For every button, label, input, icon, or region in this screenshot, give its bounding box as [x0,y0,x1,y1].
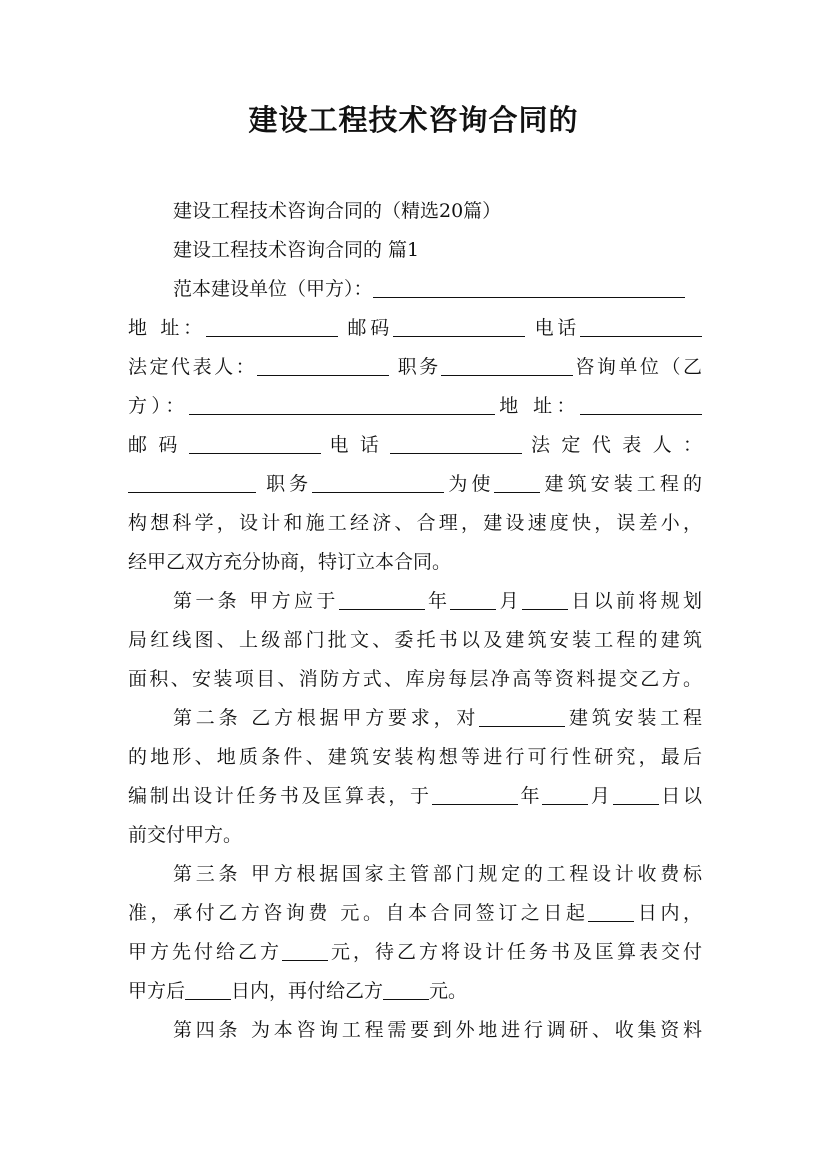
body-line [128,503,702,543]
fill-blank [257,351,389,376]
fill-blank [432,780,518,805]
body-line [128,815,702,855]
text-segment: 前交付甲方。 [128,824,243,846]
body-line [128,659,702,699]
fill-blank [128,468,256,493]
fill-blank [312,468,444,493]
text-segment: 建设工程技术咨询合同的（精选20篇） [173,200,502,222]
duty-line [128,464,702,504]
article-2-line [173,698,702,738]
text-segment: 年 [424,590,451,612]
text-segment: 编制出设计任务书及匡算表，于 [128,785,432,807]
body-line [128,620,702,660]
fill-blank [189,390,495,415]
party-a-line [173,269,702,309]
fill-blank [206,312,338,337]
text-segment: 年 [517,785,543,807]
fill-blank [373,273,685,298]
fill-blank [189,429,321,454]
fill-blank [580,312,702,337]
text-segment: 第二条 乙方根据甲方要求，对 [173,707,480,729]
text-segment: 第三条 甲方根据国家主管部门规定的工程设计收费标 [173,863,702,885]
fill-blank [383,975,429,1000]
postcode-line [128,425,702,465]
article-3-line [173,854,702,894]
address-line [128,308,702,348]
body-line [128,737,702,777]
fill-blank [393,312,525,337]
body-line [128,776,702,816]
text-segment: 面积、安装项目、消防方式、库房每层净高等资料提交乙方。 [128,668,702,690]
text-segment: 日以前将规划 [568,590,702,612]
text-segment: 日内，再付给乙方 [231,980,384,1002]
article-4-line [173,1010,702,1050]
text-segment: 为使 [444,473,495,495]
text-segment: 元，待乙方将设计任务书及匡算表交付 [328,941,702,963]
text-segment: 电 话 [329,434,382,456]
contract-heading [173,230,702,270]
text-segment: 建筑安装工程的 [540,473,702,495]
body-line [128,893,702,933]
contract-subtitle [173,191,702,231]
text-segment: 方）： [128,395,189,417]
fill-blank [522,585,568,610]
body-line [128,542,702,582]
text-segment: 局红线图、上级部门批文、委托书以及建筑安装工程的建筑 [128,629,702,651]
representative-line [128,347,702,387]
body-line [128,932,702,972]
text-segment: 法定代表人： [128,356,258,378]
text-segment: 职务 [397,356,441,378]
party-b-line [128,386,702,426]
fill-blank [479,702,565,727]
fill-blank [613,780,659,805]
text-segment: 甲方先付给乙方 [128,941,282,963]
text-segment: 建筑安装工程 [565,707,702,729]
fill-blank [339,585,425,610]
fill-blank [588,897,634,922]
text-segment: 日内， [634,902,702,924]
text-segment: 法 定 代 表 人 ： [531,434,702,456]
text-segment: 地 址： [128,317,206,339]
text-segment: 地 址： [494,395,580,417]
text-segment: 职务 [266,473,313,495]
text-segment: 第一条 甲方应于 [173,590,339,612]
text-segment: 元。 [429,980,468,1002]
text-segment: 月 [496,590,523,612]
fill-blank [542,780,588,805]
fill-blank [494,468,540,493]
text-segment: 邮 码 [128,434,181,456]
body-line [128,971,702,1011]
text-segment: 准，承付乙方咨询费 元。自本合同签订之日起 [128,902,589,924]
fill-blank [282,936,328,961]
document-title: 建设工程技术咨询合同的 [248,103,579,137]
text-segment: 电话 [534,317,580,339]
text-segment: 的地形、地质条件、建筑安装构想等进行可行性研究，最后 [128,746,702,768]
article-1-line [173,581,702,621]
fill-blank [441,351,573,376]
text-segment: 建设工程技术咨询合同的 篇1 [173,239,420,261]
text-segment: 经甲乙双方充分协商，特订立本合同。 [128,551,452,573]
text-segment: 范本建设单位（甲方）： [173,278,373,300]
fill-blank [580,390,702,415]
fill-blank [185,975,231,1000]
fill-blank [450,585,496,610]
text-segment: 咨询单位（乙 [572,356,702,378]
text-segment: 日以 [658,785,702,807]
text-segment: 月 [588,785,613,807]
text-segment: 第四条 为本咨询工程需要到外地进行调研、收集资料 [173,1019,702,1041]
text-segment: 邮码 [347,317,393,339]
text-segment: 甲方后 [128,980,186,1002]
fill-blank [390,429,522,454]
text-segment: 构想科学，设计和施工经济、合理，建设速度快，误差小， [128,512,702,534]
